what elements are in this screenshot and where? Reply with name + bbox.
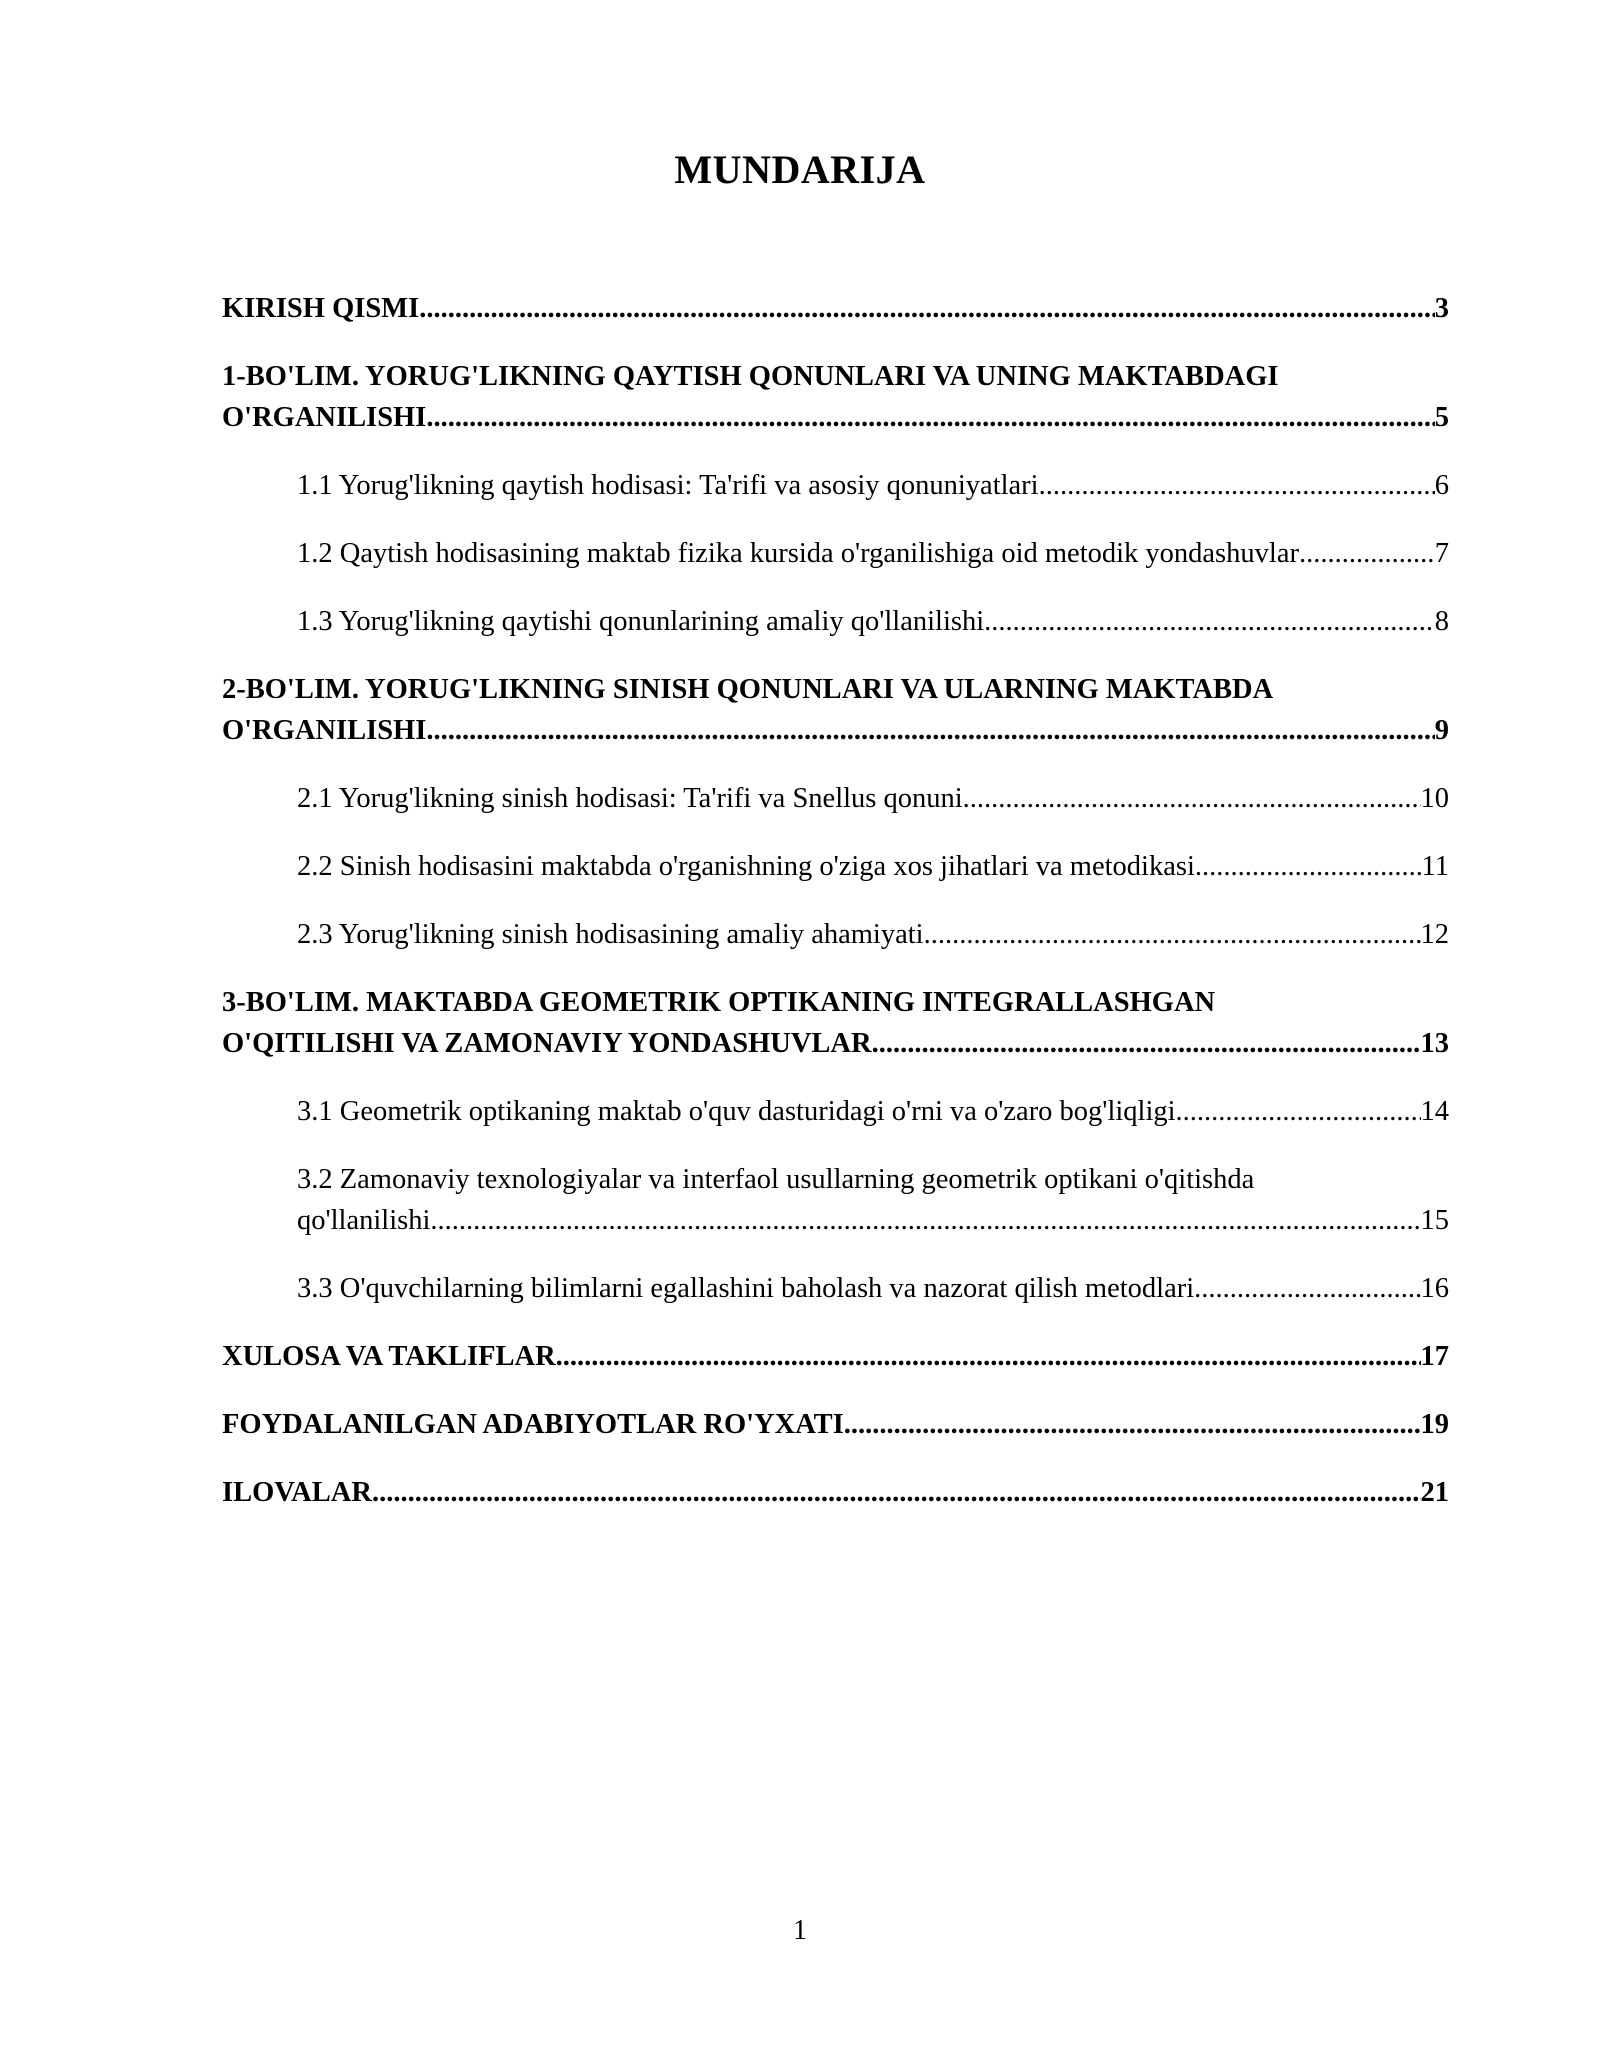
dot-leader [872, 1023, 1421, 1064]
toc-page-number: 5 [1434, 402, 1449, 433]
toc-page-number: 6 [1434, 470, 1449, 501]
toc-page-number: 7 [1434, 538, 1449, 569]
toc-entry-label: 1.2 Qaytish hodisasining maktab fizika kursida o'rganilishiga oid metodik yondashuvlar [297, 538, 1299, 569]
toc-entry-section-1-3[interactable] [297, 601, 1449, 642]
dot-leader [426, 710, 1434, 751]
toc-entry-label-line1: 3-BO'LIM. MAKTABDA GEOMETRIK OPTIKANING INTEGRALLASHGAN [222, 987, 1216, 1018]
toc-entry-chapter-2[interactable] [222, 669, 1449, 751]
toc-entry-label: KIRISH QISMI [222, 293, 420, 324]
toc-entry-label-line1: 1-BO'LIM. YORUG'LIKNING QAYTISH QONUNLARI VA UNING MAKTABDAGI [222, 361, 1279, 392]
toc-page-number: 21 [1420, 1477, 1449, 1508]
toc-entry-label: 1.3 Yorug'likning qaytishi qonunlarining amaliy qo'llanilishi [297, 606, 985, 637]
toc-entry-label: 1.1 Yorug'likning qaytish hodisasi: Ta'rifi va asosiy qonuniyatlari [297, 470, 1039, 501]
toc-page-number: 3 [1434, 293, 1449, 324]
toc-entry-label: 2.2 Sinish hodisasini maktabda o'rganishning o'ziga xos jihatlari va metodikasi [297, 851, 1195, 882]
dot-leader [1039, 465, 1435, 506]
toc-entry-section-1-1[interactable] [297, 465, 1449, 506]
toc-entry-adabiyotlar[interactable] [222, 1404, 1449, 1445]
toc-page-number: 19 [1420, 1409, 1449, 1440]
toc-entry-label: O'RGANILISHI [222, 715, 427, 746]
dot-leader [924, 914, 1421, 955]
dot-leader [430, 1200, 1420, 1241]
dot-leader [1176, 1091, 1421, 1132]
toc-entry-label: 2.3 Yorug'likning sinish hodisasining amaliy ahamiyati [297, 919, 924, 950]
page-title: MUNDARIJA [674, 147, 926, 192]
toc-page-number: 15 [1420, 1205, 1449, 1236]
dot-leader [984, 601, 1435, 642]
toc-entry-label-line1: 3.2 Zamonaviy texnologiyalar va interfaol usullarning geometrik optikani o'qitishda [297, 1164, 1255, 1195]
toc-entry-label-line1: 2-BO'LIM. YORUG'LIKNING SINISH QONUNLARI VA ULARNING MAKTABDA [222, 674, 1274, 705]
toc-entry-label: O'RGANILISHI [222, 402, 427, 433]
toc-page-number: 11 [1421, 851, 1449, 882]
page-number: 1 [793, 1915, 807, 1946]
toc-entry-label: O'QITILISHI VA ZAMONAVIY YONDASHUVLAR [222, 1028, 872, 1059]
toc-entry-label: ILOVALAR [222, 1477, 372, 1508]
toc-entry-label: 3.3 O'quvchilarning bilimlarni egallashini baholash va nazorat qilish metodlari [297, 1273, 1195, 1304]
toc-entry-label: 3.1 Geometrik optikaning maktab o'quv dasturidagi o'rni va o'zaro bog'liqligi [297, 1096, 1176, 1127]
dot-leader [1194, 1268, 1420, 1309]
toc-entry-section-3-2[interactable] [297, 1159, 1449, 1241]
toc-entry-label: qo'llanilishi [297, 1205, 431, 1236]
toc-entry-section-3-1[interactable] [297, 1091, 1449, 1132]
dot-leader [372, 1472, 1421, 1513]
dot-leader [1195, 846, 1422, 887]
table-of-contents [222, 288, 1449, 1540]
toc-entry-section-3-3[interactable] [297, 1268, 1449, 1309]
toc-entry-chapter-3[interactable] [222, 982, 1449, 1064]
dot-leader [426, 397, 1434, 438]
dot-leader [963, 778, 1421, 819]
toc-page-number: 17 [1420, 1341, 1449, 1372]
dot-leader [419, 288, 1435, 329]
dot-leader [844, 1404, 1421, 1445]
toc-entry-label: FOYDALANILGAN ADABIYOTLAR RO'YXATI [222, 1409, 844, 1440]
dot-leader [556, 1336, 1421, 1377]
toc-entry-label: XULOSA VA TAKLIFLAR [222, 1341, 556, 1372]
toc-page-number: 14 [1420, 1096, 1449, 1127]
toc-page-number: 8 [1434, 606, 1449, 637]
toc-entry-label: 2.1 Yorug'likning sinish hodisasi: Ta'rifi va Snellus qonuni [297, 783, 963, 814]
toc-entry-xulosa[interactable] [222, 1336, 1449, 1377]
toc-page-number: 12 [1420, 919, 1449, 950]
toc-page-number: 16 [1420, 1273, 1449, 1304]
toc-entry-section-1-2[interactable] [297, 533, 1449, 574]
toc-page-number: 9 [1434, 715, 1449, 746]
toc-entry-chapter-1[interactable] [222, 356, 1449, 438]
toc-entry-section-2-1[interactable] [297, 778, 1449, 819]
dot-leader [1299, 533, 1435, 574]
toc-entry-kirish[interactable] [222, 288, 1449, 329]
toc-entry-section-2-3[interactable] [297, 914, 1449, 955]
toc-entry-section-2-2[interactable] [297, 846, 1449, 887]
toc-page-number: 10 [1420, 783, 1449, 814]
toc-page-number: 13 [1420, 1028, 1449, 1059]
toc-entry-ilovalar[interactable] [222, 1472, 1449, 1513]
